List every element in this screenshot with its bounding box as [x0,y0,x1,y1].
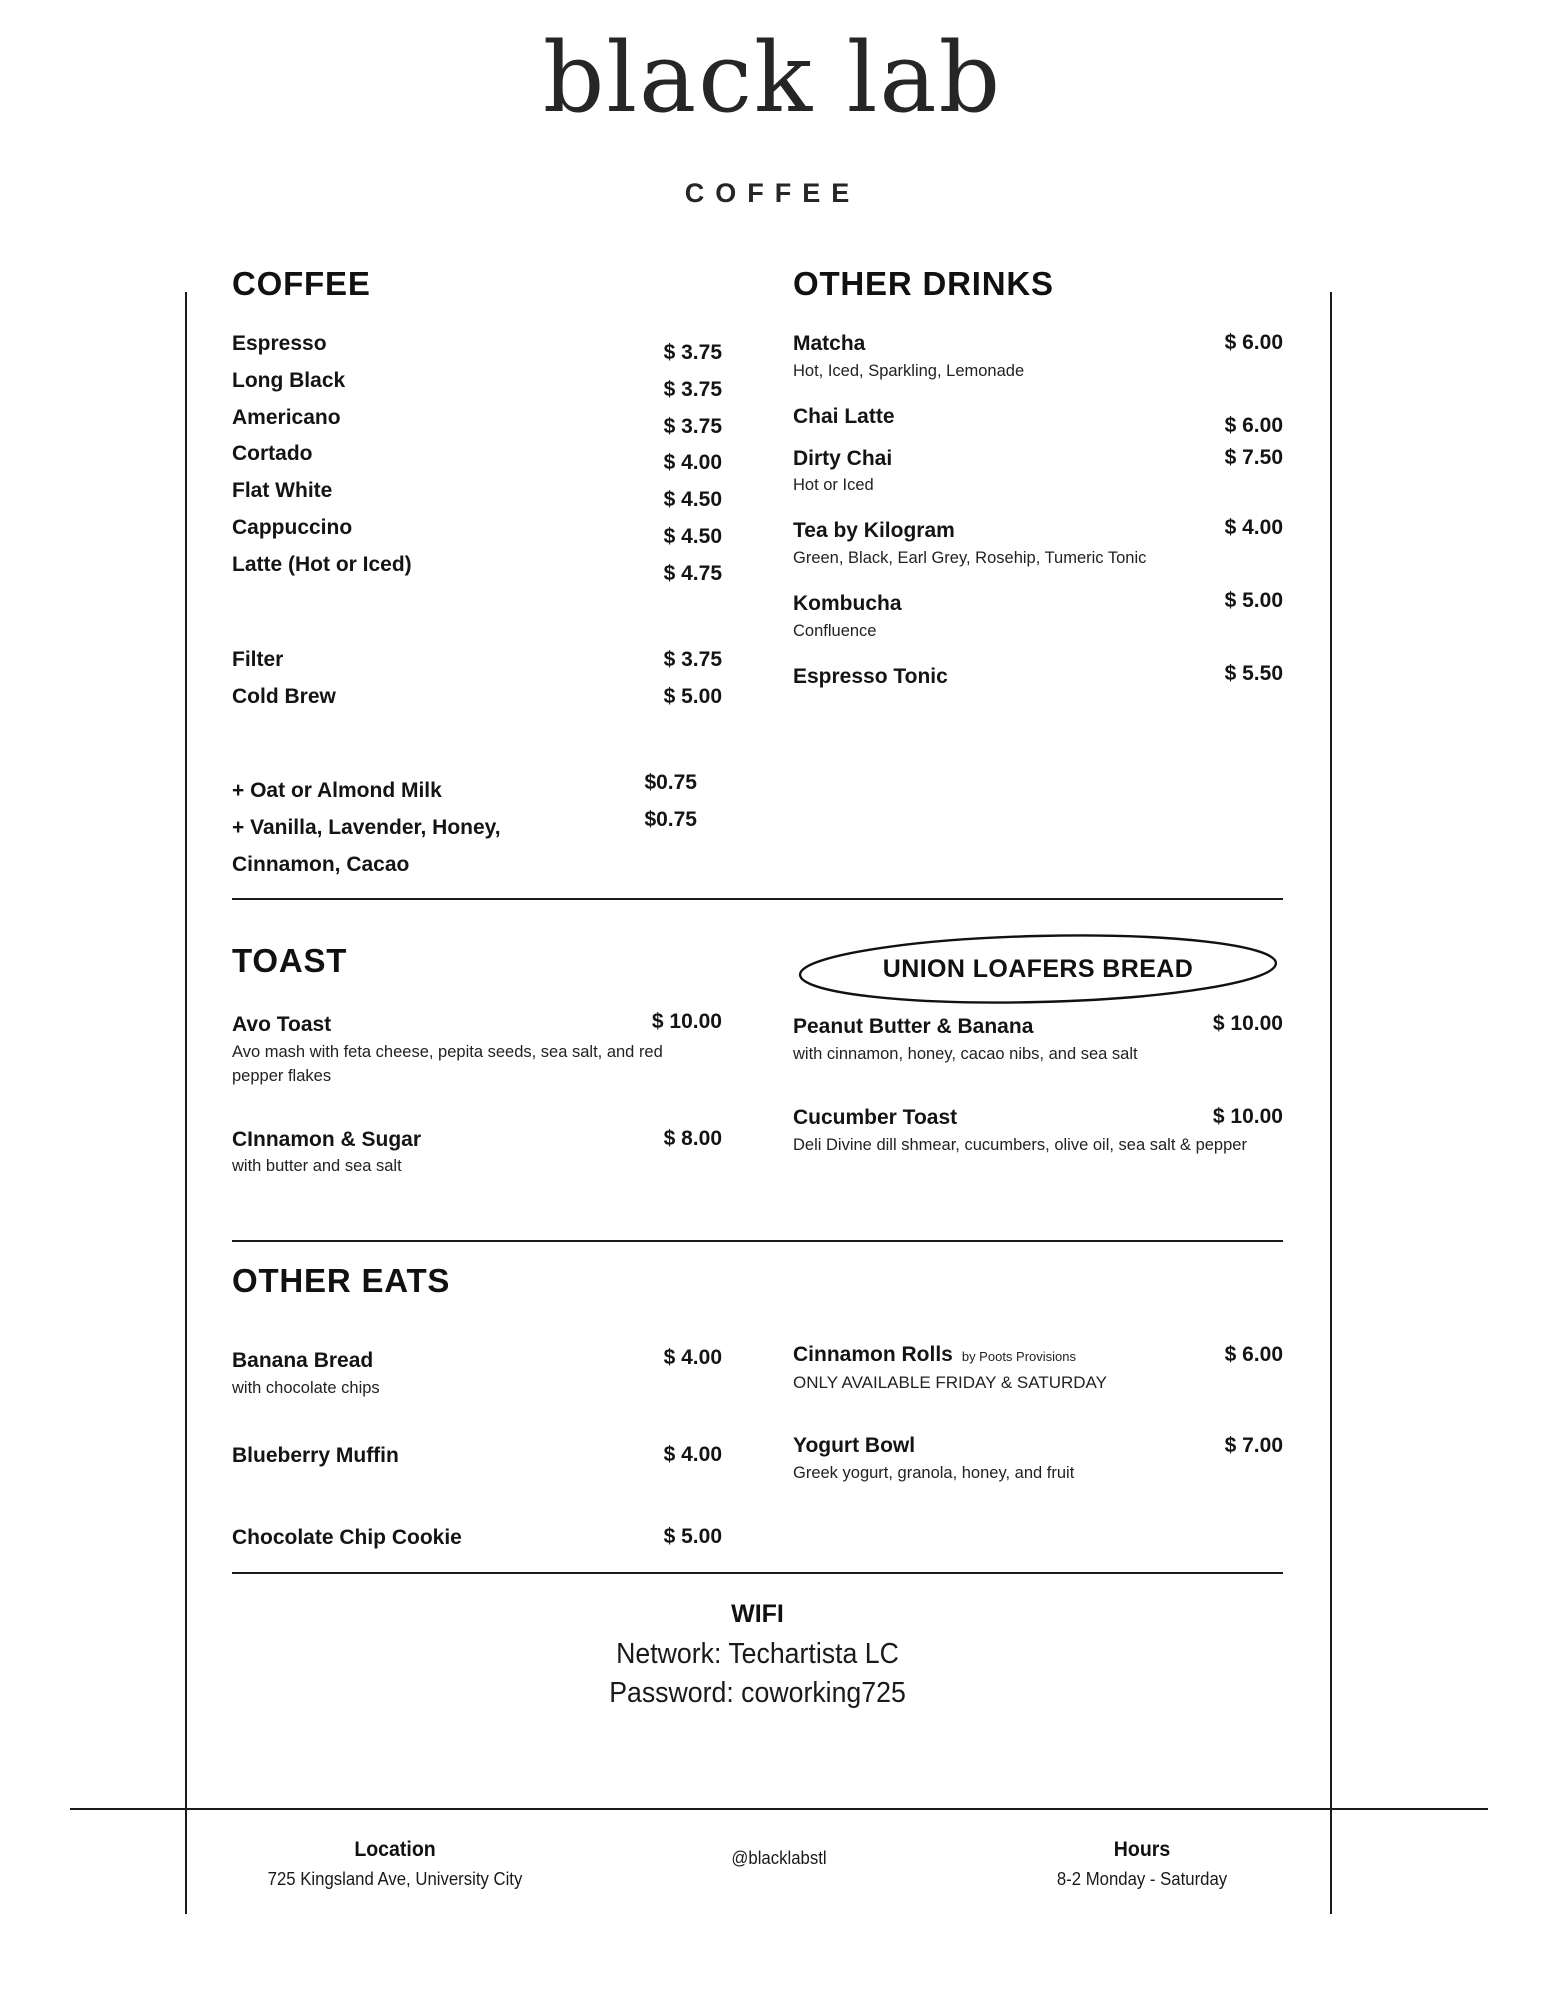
menu-item [793,1431,1283,1486]
hours-text: 8-2 Monday - Saturday [1056,1869,1228,1889]
item-price: $ 6.00 [1224,1343,1283,1366]
item-description: Avo mash with feta cheese, pepita seeds, sea salt, and red pepper flakes [232,1042,663,1085]
item-price: $ 6.00 [1224,413,1283,437]
menu-item [793,1012,1283,1067]
item-description: Confluence [793,621,877,640]
item-price: $ 10.00 [1212,1012,1283,1035]
page-border-right [1330,292,1332,1914]
item-price: $0.75 [644,808,697,832]
item-name: Yogurt Bowl [793,1434,916,1458]
menu-item [793,444,1283,499]
item-name: Avo Toast [232,1013,332,1036]
menu-item [793,329,1283,384]
other-eats-section [232,1262,722,1559]
item-description: Deli Divine dill shmear, cucumbers, olive oil, sea salt & pepper [793,1135,1247,1154]
brand-logo: black lab [542,22,1003,134]
menu-item [232,329,722,364]
item-name: Peanut Butter & Banana [793,1015,1034,1038]
item-name: Blueberry Muffin [232,1443,399,1467]
section-divider [232,898,1283,900]
item-price: $ 8.00 [663,1126,722,1150]
item-price: $ 3.75 [663,377,722,401]
item-description: ONLY AVAILABLE FRIDAY & SATURDAY [793,1372,1107,1392]
item-name: CInnamon & Sugar [232,1127,422,1151]
addon-item [232,808,722,843]
item-name: Chocolate Chip Cookie [232,1525,462,1549]
page-border-left [185,292,187,1914]
menu-item [793,1340,1283,1395]
item-name: Cinnamon Rolls [793,1343,953,1366]
spacer [232,718,722,776]
item-price: $ 7.50 [1224,445,1283,469]
coffee-section [232,265,722,887]
footer-hours [952,1838,1332,1890]
item-price: $ 3.75 [663,647,722,671]
menu-item [232,439,722,475]
menu-item [793,662,1283,692]
item-name: Long Black [232,368,346,392]
brand-subtitle: COFFEE [684,178,861,208]
item-price: $ 7.00 [1224,1434,1283,1458]
footer-social [629,1838,929,1869]
item-name: Chai Latte [793,404,895,428]
spacer [232,587,722,645]
item-price: $ 3.75 [663,341,722,364]
menu-item [232,1125,722,1180]
item-name: Banana Bread [232,1349,374,1372]
item-description: with butter and sea salt [232,1157,402,1176]
menu-item [232,1010,722,1089]
item-description: Hot, Iced, Sparkling, Lemonade [793,361,1025,380]
menu-item [232,366,722,401]
other-drinks-section-title: OTHER DRINKS [793,265,1054,302]
item-name: Cortado [232,442,313,466]
menu-item [793,589,1283,644]
coffee-section-title: COFFEE [232,265,371,302]
menu-item [232,1523,722,1553]
item-name: Tea by Kilogram [793,519,955,543]
item-price: $ 10.00 [1212,1104,1283,1128]
wifi-password: Password: coworking725 [609,1677,906,1710]
item-name: Matcha [793,332,866,355]
menu-item [793,1103,1283,1158]
union-loafers-section [793,1012,1283,1164]
item-description: Green, Black, Earl Grey, Rosehip, Tumeric Tonic [793,549,1147,568]
item-price: $ 4.00 [663,1442,722,1466]
wifi-network: Network: Techartista LC [616,1638,899,1670]
toast-section-title: TOAST [232,942,348,979]
other-drinks-section [793,265,1283,699]
other-eats-section-title: OTHER EATS [232,1262,451,1299]
item-price: $ 5.50 [1224,661,1283,685]
menu-item [232,476,722,512]
item-name: Cappuccino [232,516,353,540]
item-name: Flat White [232,479,333,503]
menu-item [232,403,722,438]
item-price: $ 5.00 [1224,589,1283,613]
location-title: Location [354,1838,436,1861]
menu-item [232,645,722,675]
addon-item-continued [232,850,722,880]
item-price: $ 3.75 [663,414,722,438]
item-price: $ 4.00 [663,451,722,475]
item-name: Cucumber Toast [793,1105,958,1129]
item-name: Dirty Chai [793,446,893,470]
menu-item [232,550,722,585]
menu-item [232,682,722,712]
item-name: + Oat or Almond Milk [232,779,442,803]
item-name: Cold Brew [232,684,336,708]
menu-item [793,516,1283,571]
item-price: $ 5.00 [663,684,722,708]
footer-divider [70,1808,1488,1810]
section-divider [232,1240,1283,1242]
item-name: Americano [232,405,341,429]
wifi-title: WIFI [731,1600,784,1628]
item-price: $ 4.00 [663,1346,722,1369]
item-price: $ 4.75 [663,561,722,585]
item-price: $ 5.00 [663,1524,722,1548]
item-price: $ 4.50 [663,488,722,512]
toast-section [232,942,722,1186]
addon-item [232,771,722,806]
menu-item [793,402,1283,437]
item-description: Hot or Iced [793,476,874,495]
item-name: Kombucha [793,592,902,616]
footer-location [185,1838,605,1890]
location-address: 725 Kingsland Ave, University City [267,1869,523,1889]
menu-item [232,1441,722,1471]
section-divider [232,1572,1283,1574]
item-name: Espresso Tonic [793,664,948,688]
item-description: with chocolate chips [232,1378,380,1397]
item-price: $ 10.00 [651,1010,722,1033]
item-price: $ 4.50 [663,525,722,549]
item-maker: by Poots Provisions [961,1349,1077,1364]
social-handle: @blacklabstl [730,1848,827,1868]
wifi-block [232,1600,1283,1713]
menu-item [232,513,722,549]
item-price: $ 4.00 [1224,516,1283,540]
item-name: Latte (Hot or Iced) [232,552,412,576]
item-price: $ 6.00 [1224,331,1283,354]
item-name: Espresso [232,332,327,355]
union-loafers-title: UNION LOAFERS BREAD [882,954,1194,983]
menu-item [232,1346,722,1401]
item-name: Cinnamon, Cacao [232,852,410,876]
item-description: with cinnamon, honey, cacao nibs, and sea salt [793,1044,1138,1063]
item-description: Greek yogurt, granola, honey, and fruit [793,1464,1075,1483]
hours-title: Hours [1113,1838,1171,1861]
other-eats-right-column [793,1340,1283,1493]
item-name: Filter [232,647,284,671]
union-loafers-badge [793,933,1283,1005]
item-name: + Vanilla, Lavender, Honey, [232,816,501,840]
page-footer [185,1838,1332,1890]
item-price: $0.75 [644,771,697,795]
